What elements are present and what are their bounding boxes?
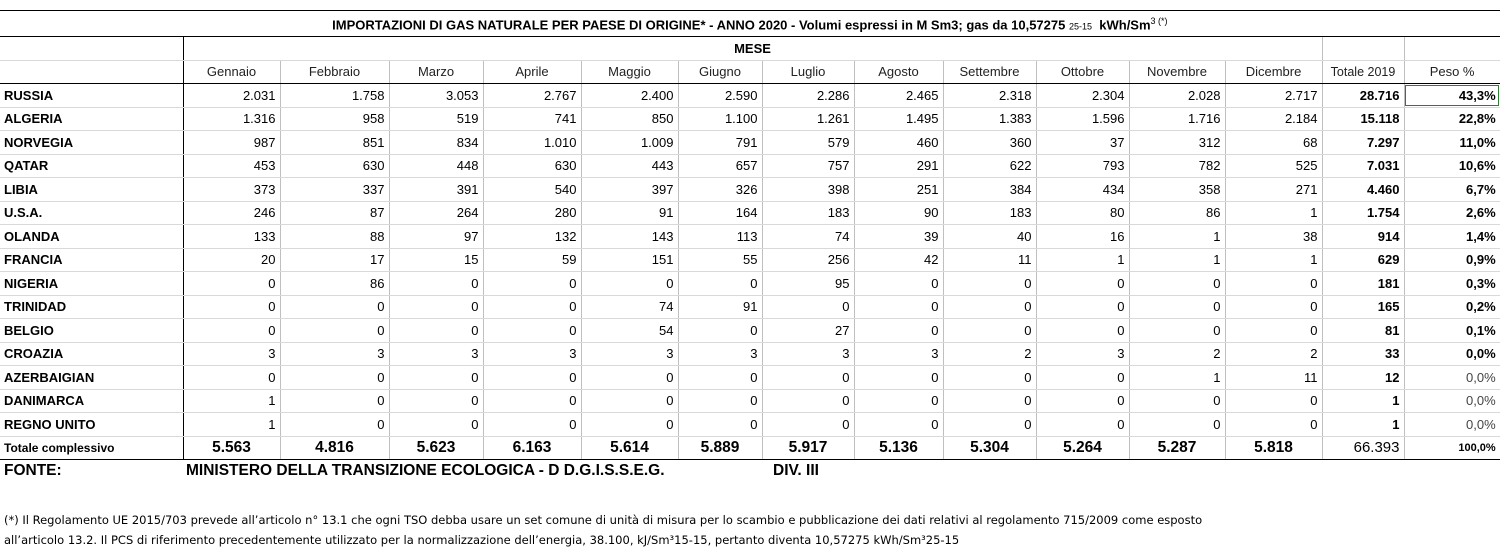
total-value-cell[interactable]: 5.614 <box>581 436 678 460</box>
pct-cell[interactable]: 0,3% <box>1404 272 1500 296</box>
value-cell[interactable]: 0 <box>678 272 762 296</box>
table-row <box>0 84 1500 108</box>
pct-cell[interactable]: 0,0% <box>1404 366 1500 390</box>
value-cell[interactable]: 373 <box>183 178 280 202</box>
value-cell[interactable]: 793 <box>1036 154 1129 178</box>
table-row <box>0 295 1500 319</box>
pct-cell[interactable]: 6,7% <box>1404 178 1500 202</box>
value-cell[interactable]: 1.009 <box>581 131 678 155</box>
source-row <box>0 462 1500 484</box>
value-cell[interactable]: 0 <box>183 272 280 296</box>
value-cell[interactable]: 0 <box>1129 295 1225 319</box>
value-cell[interactable]: 741 <box>483 107 581 131</box>
value-cell[interactable]: 0 <box>483 319 581 343</box>
title-subscript: 25-15 <box>1068 21 1093 32</box>
value-cell[interactable]: 88 <box>280 225 389 249</box>
pct-cell[interactable]: 11,0% <box>1404 131 1500 155</box>
value-cell[interactable]: 2.465 <box>854 84 943 108</box>
value-cell[interactable]: 1 <box>183 389 280 413</box>
value-cell[interactable]: 95 <box>762 272 854 296</box>
value-cell[interactable]: 90 <box>854 201 943 225</box>
total-cell[interactable]: 1.754 <box>1322 201 1404 225</box>
value-cell[interactable]: 251 <box>854 178 943 202</box>
empty-cell[interactable] <box>1322 37 1404 61</box>
value-cell[interactable]: 11 <box>1225 366 1322 390</box>
table-row <box>0 389 1500 413</box>
pct-cell[interactable]: 1,4% <box>1404 225 1500 249</box>
value-cell[interactable]: 434 <box>1036 178 1129 202</box>
value-cell[interactable]: 2 <box>1225 342 1322 366</box>
value-cell[interactable]: 0 <box>1225 295 1322 319</box>
value-cell[interactable]: 143 <box>581 225 678 249</box>
value-cell[interactable]: 0 <box>389 389 483 413</box>
title-superscript: 3 (*) <box>1150 16 1168 26</box>
table-row <box>0 319 1500 343</box>
total-row <box>0 436 1500 460</box>
value-cell[interactable]: 91 <box>581 201 678 225</box>
month-header-giugno[interactable]: Giugno <box>678 60 762 84</box>
value-cell[interactable]: 0 <box>854 389 943 413</box>
value-cell[interactable]: 1.596 <box>1036 107 1129 131</box>
value-cell[interactable]: 0 <box>389 272 483 296</box>
value-cell[interactable]: 1.758 <box>280 84 389 108</box>
title-row <box>0 11 1500 37</box>
month-header-row <box>0 60 1500 84</box>
value-cell[interactable]: 391 <box>389 178 483 202</box>
total-cell[interactable]: 15.118 <box>1322 107 1404 131</box>
table-row <box>0 201 1500 225</box>
value-cell[interactable]: 1.100 <box>678 107 762 131</box>
value-cell[interactable]: 2 <box>1129 342 1225 366</box>
value-cell[interactable]: 246 <box>183 201 280 225</box>
table-title[interactable]: IMPORTAZIONI DI GAS NATURALE PER PAESE DI ORIGINE* - ANNO 2020 - Volumi espressi in M Sm3; gas da 10,57275 25-15 kWh/$Sm^{3 (*)}$ <box>0 11 1500 37</box>
pct-cell[interactable]: 2,6% <box>1404 201 1500 225</box>
value-cell[interactable]: 1.383 <box>943 107 1036 131</box>
pct-cell[interactable]: 0,9% <box>1404 248 1500 272</box>
value-cell[interactable]: 0 <box>483 366 581 390</box>
gas-import-table <box>0 10 1500 460</box>
country-cell[interactable]: ALGERIA <box>0 107 183 131</box>
value-cell[interactable]: 11 <box>943 248 1036 272</box>
value-cell[interactable]: 3 <box>1036 342 1129 366</box>
value-cell[interactable]: 0 <box>280 413 389 437</box>
total-value-cell[interactable]: 5.136 <box>854 436 943 460</box>
value-cell[interactable]: 2.590 <box>678 84 762 108</box>
value-cell[interactable]: 0 <box>943 272 1036 296</box>
value-cell[interactable]: 1 <box>1225 248 1322 272</box>
value-cell[interactable]: 271 <box>1225 178 1322 202</box>
value-cell[interactable]: 1 <box>1129 248 1225 272</box>
total-cell[interactable]: 1 <box>1322 389 1404 413</box>
value-cell[interactable]: 0 <box>943 295 1036 319</box>
country-cell[interactable]: FRANCIA <box>0 248 183 272</box>
value-cell[interactable]: 0 <box>280 295 389 319</box>
value-cell[interactable]: 74 <box>762 225 854 249</box>
value-cell[interactable]: 850 <box>581 107 678 131</box>
value-cell[interactable]: 97 <box>389 225 483 249</box>
total-cell[interactable]: 81 <box>1322 319 1404 343</box>
value-cell[interactable]: 38 <box>1225 225 1322 249</box>
value-cell[interactable]: 448 <box>389 154 483 178</box>
total-value-cell[interactable]: 4.816 <box>280 436 389 460</box>
value-cell[interactable]: 3.053 <box>389 84 483 108</box>
pct-cell[interactable]: 10,6% <box>1404 154 1500 178</box>
footnote <box>4 510 1494 550</box>
total-value-cell[interactable]: 6.163 <box>483 436 581 460</box>
value-cell[interactable]: 3 <box>389 342 483 366</box>
total-value-cell[interactable]: 5.304 <box>943 436 1036 460</box>
value-cell[interactable]: 86 <box>1129 201 1225 225</box>
table-row <box>0 107 1500 131</box>
value-cell[interactable]: 0 <box>943 366 1036 390</box>
value-cell[interactable]: 630 <box>483 154 581 178</box>
value-cell[interactable]: 0 <box>762 366 854 390</box>
value-cell[interactable]: 0 <box>1225 272 1322 296</box>
value-cell[interactable]: 0 <box>1036 272 1129 296</box>
country-cell[interactable]: OLANDA <box>0 225 183 249</box>
value-cell[interactable]: 2 <box>943 342 1036 366</box>
month-header-maggio[interactable]: Maggio <box>581 60 678 84</box>
value-cell[interactable]: 958 <box>280 107 389 131</box>
country-cell[interactable]: TRINIDAD <box>0 295 183 319</box>
country-cell[interactable]: REGNO UNITO <box>0 413 183 437</box>
value-cell[interactable]: 397 <box>581 178 678 202</box>
pct-header[interactable]: Peso % <box>1404 60 1500 84</box>
value-cell[interactable]: 27 <box>762 319 854 343</box>
value-cell[interactable]: 291 <box>854 154 943 178</box>
value-cell[interactable]: 1 <box>1129 366 1225 390</box>
value-cell[interactable]: 133 <box>183 225 280 249</box>
month-header-aprile[interactable]: Aprile <box>483 60 581 84</box>
value-cell[interactable]: 0 <box>581 366 678 390</box>
country-cell[interactable]: NORVEGIA <box>0 131 183 155</box>
value-cell[interactable]: 2.184 <box>1225 107 1322 131</box>
value-cell[interactable]: 3 <box>854 342 943 366</box>
value-cell[interactable]: 0 <box>1036 389 1129 413</box>
month-header-agosto[interactable]: Agosto <box>854 60 943 84</box>
value-cell[interactable]: 1.495 <box>854 107 943 131</box>
value-cell[interactable]: 1 <box>183 413 280 437</box>
total-cell[interactable]: 181 <box>1322 272 1404 296</box>
table-row <box>0 178 1500 202</box>
source-text[interactable]: MINISTERO DELLA TRANSIZIONE ECOLOGICA - D D.G.I.S.S.E.G. <box>186 462 665 479</box>
value-cell[interactable]: 3 <box>581 342 678 366</box>
value-cell[interactable]: 1 <box>1225 201 1322 225</box>
pct-cell[interactable]: 0,0% <box>1404 413 1500 437</box>
table-row <box>0 272 1500 296</box>
value-cell[interactable]: 1.010 <box>483 131 581 155</box>
table-row <box>0 342 1500 366</box>
value-cell[interactable]: 579 <box>762 131 854 155</box>
value-cell[interactable]: 183 <box>762 201 854 225</box>
value-cell[interactable]: 312 <box>1129 131 1225 155</box>
grand-total-cell[interactable]: 66.393 <box>1322 436 1404 460</box>
empty-cell[interactable] <box>1404 37 1500 61</box>
total-cell[interactable]: 33 <box>1322 342 1404 366</box>
country-cell[interactable]: RUSSIA <box>0 84 183 108</box>
total-value-cell[interactable]: 5.917 <box>762 436 854 460</box>
table-row <box>0 413 1500 437</box>
value-cell[interactable]: 2.286 <box>762 84 854 108</box>
value-cell[interactable]: 0 <box>183 319 280 343</box>
country-cell[interactable]: BELGIO <box>0 319 183 343</box>
total-value-cell[interactable]: 5.287 <box>1129 436 1225 460</box>
value-cell[interactable]: 15 <box>389 248 483 272</box>
value-cell[interactable]: 0 <box>280 319 389 343</box>
value-cell[interactable]: 0 <box>678 366 762 390</box>
value-cell[interactable]: 0 <box>483 295 581 319</box>
value-cell[interactable]: 183 <box>943 201 1036 225</box>
pct-cell[interactable]: 43,3% <box>1404 84 1500 108</box>
value-cell[interactable]: 0 <box>762 295 854 319</box>
value-cell[interactable]: 1.316 <box>183 107 280 131</box>
value-cell[interactable]: 3 <box>183 342 280 366</box>
value-cell[interactable]: 37 <box>1036 131 1129 155</box>
value-cell[interactable]: 2.031 <box>183 84 280 108</box>
value-cell[interactable]: 0 <box>1036 366 1129 390</box>
value-cell[interactable]: 0 <box>389 295 483 319</box>
value-cell[interactable]: 0 <box>1036 319 1129 343</box>
month-header-settembre[interactable]: Settembre <box>943 60 1036 84</box>
empty-cell[interactable] <box>0 60 183 84</box>
value-cell[interactable]: 757 <box>762 154 854 178</box>
value-cell[interactable]: 2.400 <box>581 84 678 108</box>
value-cell[interactable]: 151 <box>581 248 678 272</box>
value-cell[interactable]: 3 <box>280 342 389 366</box>
total-cell[interactable]: 1 <box>1322 413 1404 437</box>
value-cell[interactable]: 443 <box>581 154 678 178</box>
value-cell[interactable]: 0 <box>1225 413 1322 437</box>
month-header-ottobre[interactable]: Ottobre <box>1036 60 1129 84</box>
total-cell[interactable]: 165 <box>1322 295 1404 319</box>
pct-cell[interactable]: 0,2% <box>1404 295 1500 319</box>
value-cell[interactable]: 91 <box>678 295 762 319</box>
value-cell[interactable]: 39 <box>854 225 943 249</box>
value-cell[interactable]: 1 <box>1129 225 1225 249</box>
pct-cell[interactable]: 0,1% <box>1404 319 1500 343</box>
value-cell[interactable]: 20 <box>183 248 280 272</box>
value-cell[interactable]: 0 <box>483 272 581 296</box>
mese-row <box>0 37 1500 61</box>
value-cell[interactable]: 326 <box>678 178 762 202</box>
value-cell[interactable]: 540 <box>483 178 581 202</box>
pct-cell[interactable]: 0,0% <box>1404 389 1500 413</box>
value-cell[interactable]: 0 <box>854 319 943 343</box>
value-cell[interactable]: 113 <box>678 225 762 249</box>
value-cell[interactable]: 0 <box>389 366 483 390</box>
value-cell[interactable]: 782 <box>1129 154 1225 178</box>
country-cell[interactable]: U.S.A. <box>0 201 183 225</box>
value-cell[interactable]: 0 <box>1129 319 1225 343</box>
value-cell[interactable]: 0 <box>581 389 678 413</box>
table-row <box>0 154 1500 178</box>
value-cell[interactable]: 657 <box>678 154 762 178</box>
source-division[interactable]: DIV. III <box>773 462 819 479</box>
value-cell[interactable]: 1 <box>1036 248 1129 272</box>
value-cell[interactable]: 86 <box>280 272 389 296</box>
value-cell[interactable]: 0 <box>1225 389 1322 413</box>
footnote-line-2[interactable]: all’articolo 13.2. Il PCS di riferimento precedentemente utilizzato per la normalizzazione dell’energia, 38.100, kJ/Sm³15-15, pertanto diventa 10,57275 kWh/Sm³25-15 <box>4 533 960 547</box>
country-cell[interactable]: AZERBAIGIAN <box>0 366 183 390</box>
value-cell[interactable]: 0 <box>183 295 280 319</box>
value-cell[interactable]: 2.767 <box>483 84 581 108</box>
value-cell[interactable]: 3 <box>483 342 581 366</box>
value-cell[interactable]: 0 <box>678 319 762 343</box>
value-cell[interactable]: 2.318 <box>943 84 1036 108</box>
month-header-dicembre[interactable]: Dicembre <box>1225 60 1322 84</box>
value-cell[interactable]: 59 <box>483 248 581 272</box>
table-row <box>0 131 1500 155</box>
value-cell[interactable]: 987 <box>183 131 280 155</box>
value-cell[interactable]: 0 <box>1129 413 1225 437</box>
month-header-novembre[interactable]: Novembre <box>1129 60 1225 84</box>
value-cell[interactable]: 2.717 <box>1225 84 1322 108</box>
value-cell[interactable]: 358 <box>1129 178 1225 202</box>
value-cell[interactable]: 0 <box>854 272 943 296</box>
value-cell[interactable]: 0 <box>581 413 678 437</box>
value-cell[interactable]: 337 <box>280 178 389 202</box>
value-cell[interactable]: 55 <box>678 248 762 272</box>
value-cell[interactable]: 40 <box>943 225 1036 249</box>
value-cell[interactable]: 630 <box>280 154 389 178</box>
total-label[interactable]: Totale complessivo <box>0 436 183 460</box>
value-cell[interactable]: 0 <box>943 319 1036 343</box>
total-cell[interactable]: 28.716 <box>1322 84 1404 108</box>
total-cell[interactable]: 7.297 <box>1322 131 1404 155</box>
value-cell[interactable]: 0 <box>1225 319 1322 343</box>
value-cell[interactable]: 0 <box>854 366 943 390</box>
source-label[interactable]: FONTE: <box>4 462 62 479</box>
value-cell[interactable]: 0 <box>280 389 389 413</box>
total-value-cell[interactable]: 5.623 <box>389 436 483 460</box>
value-cell[interactable]: 398 <box>762 178 854 202</box>
value-cell[interactable]: 1.261 <box>762 107 854 131</box>
value-cell[interactable]: 360 <box>943 131 1036 155</box>
grand-pct-cell[interactable]: 100,0% <box>1404 436 1500 460</box>
total-cell[interactable]: 7.031 <box>1322 154 1404 178</box>
value-cell[interactable]: 54 <box>581 319 678 343</box>
country-cell[interactable]: CROAZIA <box>0 342 183 366</box>
value-cell[interactable]: 791 <box>678 131 762 155</box>
value-cell[interactable]: 164 <box>678 201 762 225</box>
value-cell[interactable]: 0 <box>389 413 483 437</box>
month-header-gennaio[interactable]: Gennaio <box>183 60 280 84</box>
value-cell[interactable]: 1.716 <box>1129 107 1225 131</box>
value-cell[interactable]: 0 <box>389 319 483 343</box>
value-cell[interactable]: 0 <box>854 295 943 319</box>
country-cell[interactable]: LIBIA <box>0 178 183 202</box>
value-cell[interactable]: 0 <box>762 389 854 413</box>
value-cell[interactable]: 42 <box>854 248 943 272</box>
total-header[interactable]: Totale 2019 <box>1322 60 1404 84</box>
value-cell[interactable]: 264 <box>389 201 483 225</box>
value-cell[interactable]: 0 <box>678 389 762 413</box>
value-cell[interactable]: 453 <box>183 154 280 178</box>
footnote-line-1[interactable]: (*) Il Regolamento UE 2015/703 prevede all’articolo n° 13.1 che ogni TSO debba usare un set comune di unità di misura per lo scambio e pubblicazione dei dati relativi al regolamento 715/2009 come esposto <box>4 513 1203 527</box>
value-cell[interactable]: 0 <box>1129 272 1225 296</box>
mese-header[interactable]: MESE <box>183 37 1322 61</box>
total-cell[interactable]: 629 <box>1322 248 1404 272</box>
value-cell[interactable]: 384 <box>943 178 1036 202</box>
value-cell[interactable]: 0 <box>1036 295 1129 319</box>
value-cell[interactable]: 3 <box>678 342 762 366</box>
value-cell[interactable]: 0 <box>854 413 943 437</box>
value-cell[interactable]: 0 <box>1129 389 1225 413</box>
value-cell[interactable]: 80 <box>1036 201 1129 225</box>
value-cell[interactable]: 16 <box>1036 225 1129 249</box>
value-cell[interactable]: 0 <box>280 366 389 390</box>
value-cell[interactable]: 0 <box>762 413 854 437</box>
value-cell[interactable]: 256 <box>762 248 854 272</box>
value-cell[interactable]: 0 <box>183 366 280 390</box>
value-cell[interactable]: 834 <box>389 131 483 155</box>
value-cell[interactable]: 0 <box>678 413 762 437</box>
table-row <box>0 225 1500 249</box>
total-value-cell[interactable]: 5.264 <box>1036 436 1129 460</box>
value-cell[interactable]: 3 <box>762 342 854 366</box>
value-cell[interactable]: 0 <box>943 413 1036 437</box>
table-row <box>0 248 1500 272</box>
country-cell[interactable]: QATAR <box>0 154 183 178</box>
month-header-marzo[interactable]: Marzo <box>389 60 483 84</box>
value-cell[interactable]: 2.028 <box>1129 84 1225 108</box>
value-cell[interactable]: 2.304 <box>1036 84 1129 108</box>
pct-cell[interactable]: 22,8% <box>1404 107 1500 131</box>
total-value-cell[interactable]: 5.889 <box>678 436 762 460</box>
value-cell[interactable]: 0 <box>483 413 581 437</box>
total-cell[interactable]: 12 <box>1322 366 1404 390</box>
value-cell[interactable]: 525 <box>1225 154 1322 178</box>
month-header-luglio[interactable]: Luglio <box>762 60 854 84</box>
title-unit: kWh/Sm <box>1099 17 1151 33</box>
pct-cell[interactable]: 0,0% <box>1404 342 1500 366</box>
value-cell[interactable]: 74 <box>581 295 678 319</box>
value-cell[interactable]: 460 <box>854 131 943 155</box>
value-cell[interactable]: 87 <box>280 201 389 225</box>
value-cell[interactable]: 0 <box>1036 413 1129 437</box>
value-cell[interactable]: 0 <box>943 389 1036 413</box>
value-cell[interactable]: 280 <box>483 201 581 225</box>
value-cell[interactable]: 0 <box>581 272 678 296</box>
value-cell[interactable]: 622 <box>943 154 1036 178</box>
country-cell[interactable]: NIGERIA <box>0 272 183 296</box>
value-cell[interactable]: 68 <box>1225 131 1322 155</box>
value-cell[interactable]: 17 <box>280 248 389 272</box>
value-cell[interactable]: 851 <box>280 131 389 155</box>
total-value-cell[interactable]: 5.818 <box>1225 436 1322 460</box>
value-cell[interactable]: 0 <box>483 389 581 413</box>
table-row <box>0 366 1500 390</box>
country-cell[interactable]: DANIMARCA <box>0 389 183 413</box>
month-header-febbraio[interactable]: Febbraio <box>280 60 389 84</box>
value-cell[interactable]: 132 <box>483 225 581 249</box>
total-value-cell[interactable]: 5.563 <box>183 436 280 460</box>
value-cell[interactable]: 519 <box>389 107 483 131</box>
empty-cell[interactable] <box>0 37 183 61</box>
total-cell[interactable]: 914 <box>1322 225 1404 249</box>
total-cell[interactable]: 4.460 <box>1322 178 1404 202</box>
